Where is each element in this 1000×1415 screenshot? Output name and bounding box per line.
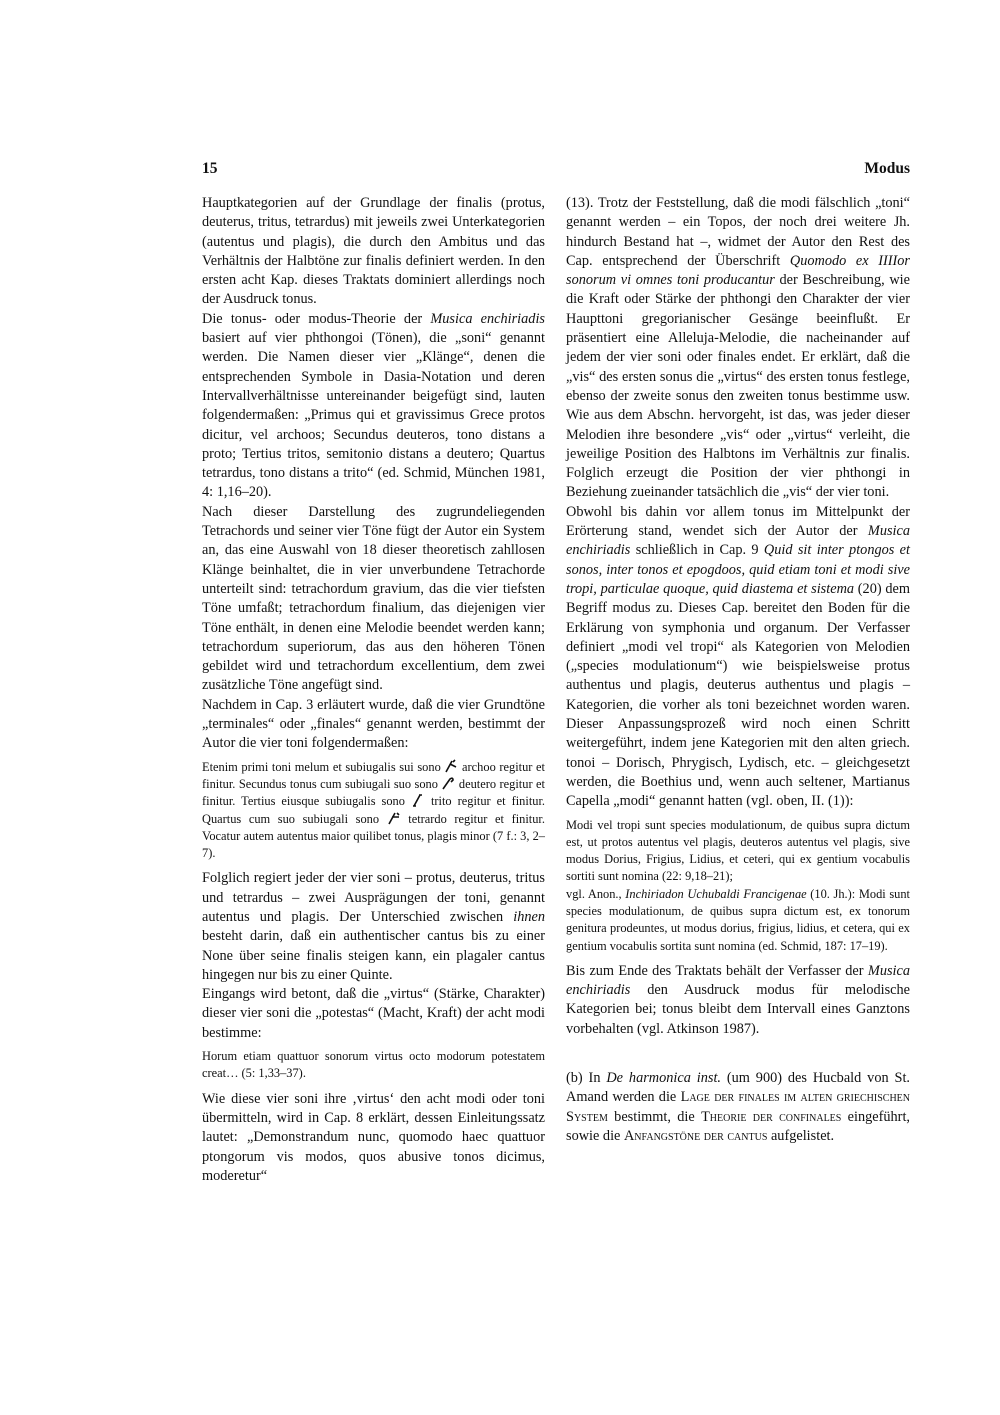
- paragraph: Nach dieser Darstellung des zugrundeliegenden Tetrachords und seiner vier Töne fügt der Autor ein System an, das eine Auswahl von 18 dieser theoretisch zahllosen Klänge beinhaltet, die in vier unverbundene Tetrachorde unterteilt sind: tetrachordum gravium, das die vier tiefsten Töne umfaßt; tetrachordum finalium, das diejenigen vier Töne enthält, in denen eine Melodie beendet werden kann; tetrachordum superiorum, das aus den höheren Tönen gebildet wird und tetrachordum excellentium, dem zwei zusätzliche Töne angefügt sind.: [202, 503, 545, 694]
- text-run: deutero regitur et finitur. Tertius eiusque subiugalis sono: [202, 776, 545, 809]
- paragraph: Hauptkategorien auf der Grundlage der finalis (protus, deuterus, tritus, tetrardus) mit jeweils zwei Unterkategorien (autentus und plagis), die durch den Ambitus und das Verhältnis der Halbtöne zur finalis definiert werden. In den ersten acht Kap. dieses Traktats dominiert allerdings noch der Ausdruck tonus.: [202, 195, 545, 308]
- italic-title: Musica enchiriadis: [566, 962, 910, 999]
- paragraph: [202, 310, 545, 503]
- text-run: (um 900) des Hucbald von St. Amand werden die: [566, 1070, 911, 1106]
- right-column: [566, 194, 910, 1146]
- text-run: (b) In: [566, 1070, 607, 1087]
- text-run: eingeführt, sowie die: [566, 1108, 910, 1144]
- small-caps-term: Theorie der confinales: [701, 1108, 842, 1125]
- text-run: (20) dem Begriff modus zu. Dieses Cap. bereitet den Boden für die Erklärung von symphonia und organum. Der Verfasser definiert „modi vel tropi“ als Kategorien von Melodien („species modulationum“) wie beispielsweise protus authentus und plagis, deuterus authentus und plagis – Kategorien, die vorher als toni bezeichnet worden waren. Dieser Anpassungsprozeß wird noch einen Schritt weitergeführt, indem jene Kategorien mit den alten griech. tonoi – Dorisch, Phrygisch, Lydisch, etc. – gleichgesetzt werden, die Boethius und, wenn auch seltener, Martianus Capella „modi“ genannt hatten (vgl. oben, II. (1)):: [566, 580, 910, 810]
- text-run: Obwohl bis dahin vor allem tonus im Mittelpunkt der Erörterung stand, wendet sich der Autor der: [566, 503, 910, 540]
- paragraph: [566, 962, 910, 1039]
- text-run: schließlich in Cap. 9: [630, 542, 764, 559]
- dasia-tetrardus-icon: [387, 811, 401, 825]
- text-run: Folglich regiert jeder der vier soni – protus, deuterus, tritus und tetrardus – zwei Ausprägungen der toni, genannt autentus und plagis. Der Unterschied zwischen: [202, 870, 545, 925]
- text-run: vgl. Anon.,: [566, 886, 626, 901]
- running-head: Modus: [864, 160, 910, 177]
- latin-quotation: Modi vel tropi sunt species modulationum, de quibus supra dictum est, ut protos autentus vel plagis, deuteros autentus vel plagis, sive modus Dorius, Frigius, Lidius, et ceteri, qui ex gentium vocabulis sortiti sunt nomina (22: 9,18–21);: [566, 817, 910, 884]
- italic-title: Musica enchiriadis: [430, 310, 545, 327]
- italic-title: Quomodo ex IIIIor sonorum vi omnes toni producantur: [566, 252, 910, 289]
- dasia-protus-icon: [444, 759, 458, 773]
- paragraph: [566, 194, 910, 503]
- italic-title: De harmonica inst.: [606, 1070, 721, 1087]
- text-run: den Ausdruck modus für melodische Kategorien bei; tonus bleibt dem Intervall eines Ganztons vorbehalten (vgl. Atkinson 1987).: [566, 982, 910, 1037]
- italic-title: Quid sit inter ptongos et sonos, inter tonos et epogdoos, quid etiam toni et modi sive tropi, particulae quoque, quid diastema et sistema: [566, 542, 911, 597]
- text-run: Die tonus- oder modus-Theorie der: [202, 310, 431, 327]
- text-run: aufgelistet.: [767, 1127, 835, 1144]
- small-caps-term: Anfangstöne der cantus: [623, 1127, 768, 1144]
- text-run: trito regitur et finitur. Quartus cum suo subiugali sono: [202, 794, 545, 826]
- italic-title: Inchiriadon Uchubaldi Francigenae: [625, 886, 807, 901]
- latin-quotation: [202, 759, 545, 863]
- text-run: (10. Jh.): Modi sunt species modulationum, de quibus supra dictum est, ex tonorum genitura prodeuntes, ut modus dorius, frigius, lidius, et cetera, qui ex gentium vocabulis sortita sunt nomina (ed. Schmid, 187: 17–19).: [566, 886, 910, 953]
- dasia-deuterus-icon: [441, 776, 455, 790]
- latin-quotation: Horum etiam quattuor sonorum virtus octo modorum potestatem creat… (5: 1,33–37).: [202, 1049, 545, 1081]
- text-run: (13). Trotz der Feststellung, daß die modi fälschlich „toni“ genannt werden – ein Topos, der noch drei weitere Jh. hindurch Bestand hat –, widmet der Autor den Rest des Cap. entsprechend der Überschrift: [566, 195, 910, 269]
- italic-title: Musica enchiriadis: [566, 523, 910, 559]
- italic-word: ihnen: [513, 908, 545, 925]
- paragraph: Nachdem in Cap. 3 erläutert wurde, daß die vier Grundtöne „terminales“ oder „finales“ genannt werden, bestimmt der Autor die vier toni folgendermaßen:: [202, 696, 545, 752]
- text-run: besteht darin, daß ein authentischer cantus bis zu einer None über seine finalis steigen kann, ein plagaler cantus hingegen nur bis zu einer Quinte.: [202, 928, 545, 983]
- latin-quotation: [566, 886, 910, 955]
- left-column: [202, 194, 545, 1186]
- text-run: tetrardo regitur et finitur. Vocatur autem autentus maior quilibet tonus, plagis minor (7 f.: 3, 2–7).: [202, 811, 545, 861]
- page-number: 15: [202, 160, 218, 177]
- paragraph: Eingangs wird betont, daß die „virtus“ (Stärke, Charakter) dieser vier soni die „potestas“ (Macht, Kraft) der acht modi bestimme:: [202, 986, 545, 1041]
- small-caps-term: Lage der finales im alten griechischen System: [566, 1089, 910, 1125]
- text-run: bestimmt, die: [607, 1108, 702, 1125]
- text-run: basiert auf vier phthongoi (Tönen), die „soni“ genannt werden. Die Namen dieser vier „Klänge“, denen die entsprechenden Symbole in Dasia-Notation und deren Intervallverhältnisse untereinander beigefügt sind, lauten folgendermaßen: „Primus qui et gravissimus Grece protos dicitur, vel archoos; Secundus deuteros, tono distans a proto; Tertius tritos, semitonio distans a deutero; Quartus tetrardus, tono distans a trito“ (ed. Schmid, München 1981, 4: 1,16–20).: [202, 330, 545, 501]
- text-run: archoo regitur et finitur. Secundus tonus cum subiugali suo sono: [202, 759, 545, 791]
- paragraph: Wie diese vier soni ihre ‚virtus‘ den acht modi oder toni übermitteln, wird in Cap. 8 erklärt, dessen Einleitungssatz lautet: „Demonstrandum nunc, quomodo haec quattuor ptongorum vis modos, quos abusive tonos dicimus, moderetur“: [202, 1090, 545, 1184]
- paragraph: [566, 1069, 910, 1146]
- text-run: Etenim primi toni melum et subiugalis sui sono: [202, 759, 441, 774]
- paragraph: [202, 869, 545, 985]
- paragraph: [566, 503, 910, 812]
- text-run: der Beschreibung, wie die Kraft oder Stärke der phthongi den Charakter der vier Haupttoni gregorianischer Gesänge beeinflußt. Er präsentiert eine Alleluja-Melodie, die nacheinander auf jedem der vier soni oder finales endet. Er erklärt, daß die „vis“ des ersten sonus die „virtus“ des ersten tonus festlege, ebenso der zweite sonus den zweiten tonus bestimme usw. Wie aus dem Abschn. hervorgeht, ist das, was jeder dieser Melodien ihre besondere „vis“ oder „virtus“ verleiht, die jeweilige Position des Halbtons im Verhältnis zur finalis. Folglich erzeugt die Position der vier phthongi in Beziehung zueinander tatsächlich die „vis“ der vier toni.: [566, 272, 910, 501]
- dasia-tritus-icon: [411, 793, 425, 807]
- text-run: Bis zum Ende des Traktats behält der Verfasser der: [566, 962, 868, 979]
- section-gap: [566, 1039, 910, 1069]
